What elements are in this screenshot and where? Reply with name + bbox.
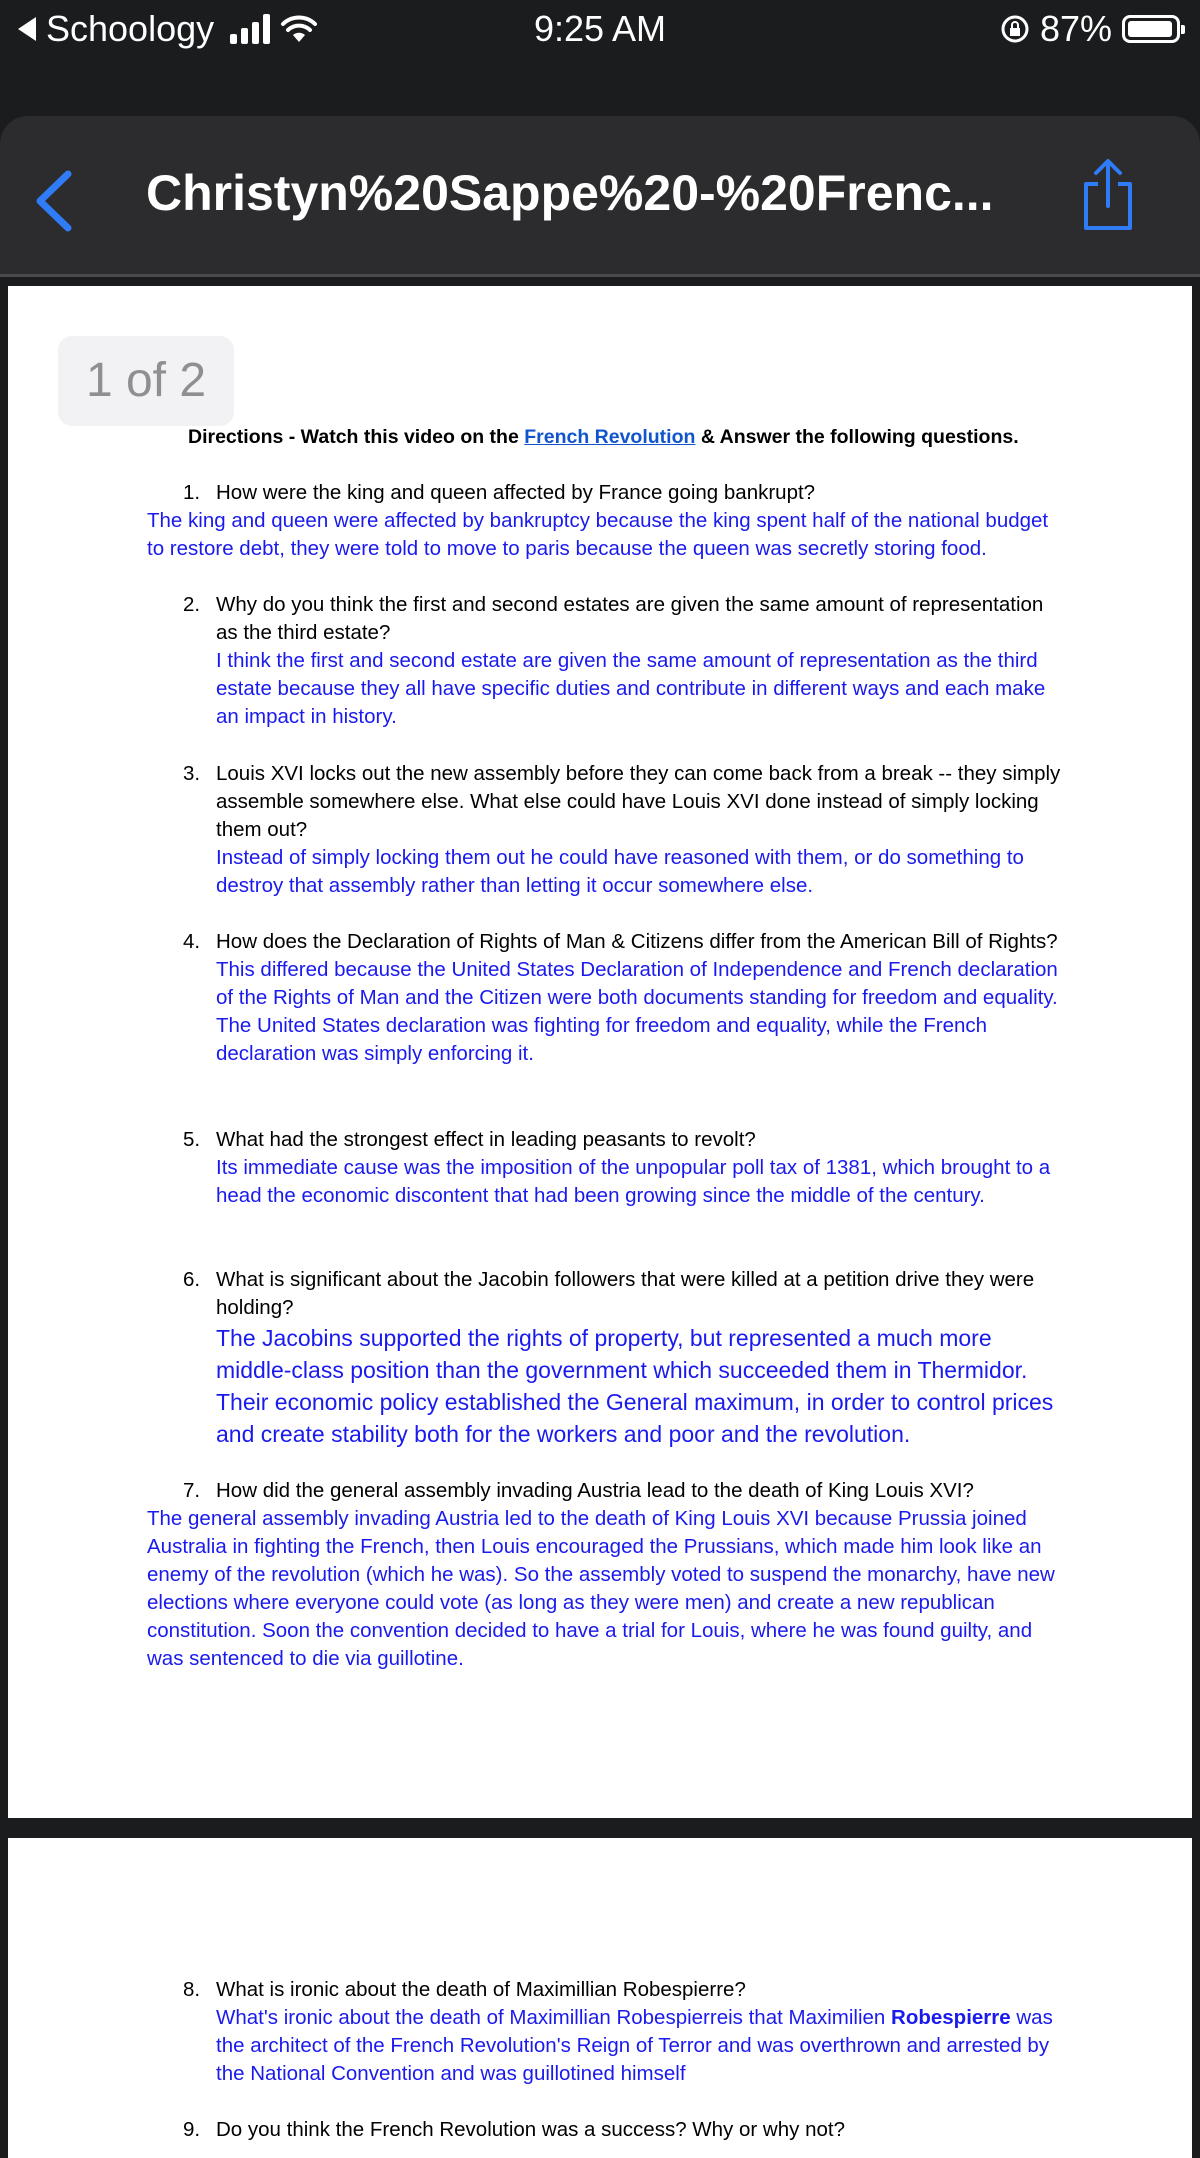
question-text: What had the strongest effect in leading peasants to revolt? [216,1128,756,1151]
question-5: 5. What had the strongest effect in leading peasants to revolt? Its immediate cause was the imposition of the unpopular poll tax of 1381, which brought to a head the economic discontent that had been growing since the middle of the century. [183,1126,1063,1210]
question-text: What is significant about the Jacobin followers that were killed at a petition drive they were holding? [216,1268,1035,1319]
back-app-label: Schoology [46,8,215,49]
question-text: Why do you think the first and second estates are given the same amount of representation as the third estate? [216,593,1044,644]
answer-2: I think the first and second estate are given the same amount of representation as the third estate because they all have specific duties and contribute in different ways and each make an impact in history. [216,649,1046,728]
answer-1: The king and queen were affected by bankruptcy because the king spent half of the national budget to restore debt, they were told to move to paris because the queen was secretly storing food. [147,509,1049,560]
document-title: Christyn%20Sappe%20-%20Frenc... [146,165,994,221]
question-9: 9. Do you think the French Revolution was a success? Why or why not? [183,2116,1063,2144]
question-text: How does the Declaration of Rights of Man & Citizens differ from the American Bill of Rights? [216,930,1058,953]
question-4: 4. How does the Declaration of Rights of Man & Citizens differ from the American Bill of Rights? This differed because the United States Declaration of Independence and French declaration of the Rights of Man and the Citizen were both documents standing for freedom and equality. The United States declaration was fighting for freedom and equality, while the French declaration was simply enforcing it. [183,928,1063,1068]
question-7: 7. How did the general assembly invading Austria lead to the death of King Louis XVI? [183,1477,1063,1505]
french-revolution-link[interactable]: French Revolution [524,426,696,448]
answer-3: Instead of simply locking them out he could have reasoned with them, or do something to destroy that assembly rather than letting it occur somewhere else. [216,846,1024,897]
status-bar [0,0,1200,60]
answer-7: The general assembly invading Austria led to the death of King Louis XVI because Prussia joined Australia in fighting the French, then Louis encouraged the Prussians, which made him look like an enemy of the revolution (which he was). So the assembly voted to suspend the monarchy, have new elections where everyone could vote (as long as they were men) and create a new republican constitution. Soon the convention decided to have a trial for Louis, where he was found guilty, and was sentenced to die via guillotine. [147,1507,1055,1670]
answer-4: This differed because the United States Declaration of Independence and French declaration of the Rights of Man and the Citizen were both documents standing for freedom and equality. The United States declaration was fighting for freedom and equality, while the French declaration was simply enforcing it. [216,958,1058,1065]
question-text: What is ironic about the death of Maximillian Robespierre? [216,1978,746,2001]
answer-5: Its immediate cause was the imposition of the unpopular poll tax of 1381, which brought to a head the economic discontent that had been growing since the middle of the century. [216,1156,1051,1207]
battery-percent: 87% [1039,8,1112,49]
question-text: How did the general assembly invading Austria lead to the death of King Louis XVI? [216,1479,974,1502]
question-6: 6. What is significant about the Jacobin followers that were killed at a petition drive they were holding? The Jacobins supported the rights of property, but represented a much more middle-class position than the government which succeeded them in Thermidor. Their economic policy established the General maximum, in order to control prices and create stability both for the workers and poor and the revolution. [183,1266,1063,1450]
share-icon[interactable] [1078,156,1138,236]
answer-6: The Jacobins supported the rights of property, but represented a much more middle-class position than the government which succeeded them in Thermidor. Their economic policy established the General maximum, in order to control prices and create stability both for the workers and poor and the revolution. [216,1325,1054,1447]
directions: Directions - Watch this video on the French Revolution & Answer the following questions. [188,426,1019,448]
question-text: Do you think the French Revolution was a success? Why or why not? [216,2118,845,2141]
document-page-2[interactable] [8,1838,1192,2158]
question-1: 1. How were the king and queen affected by France going bankrupt? [183,479,1063,507]
document-page-1[interactable] [8,286,1192,1818]
orientation-lock-icon [1000,14,1030,44]
header-divider [0,274,1200,277]
status-time: 9:25 AM [533,8,667,49]
chevron-left-icon[interactable] [30,166,80,236]
page-indicator: 1 of 2 [58,336,234,426]
answer-8: What's ironic about the death of Maximillian Robespierreis that Maximilien Robespierre was the architect of the French Revolution's Reign of Terror and was overthrown and arrested by the National Convention and was guillotined himself [216,2006,1053,2085]
question-text: Louis XVI locks out the new assembly before they can come back from a break -- they simply assemble somewhere else. What else could have Louis XVI done instead of simply locking them out? [216,762,1061,841]
question-3: 3. Louis XVI locks out the new assembly before they can come back from a break -- they simply assemble somewhere else. What else could have Louis XVI done instead of simply locking them out? Instead of simply locking them out he could have reasoned with them, or do something to destroy that assembly rather than letting it occur somewhere else. [183,760,1063,900]
question-text: How were the king and queen affected by France going bankrupt? [216,481,816,504]
battery-icon [1122,15,1180,43]
question-8: 8. What is ironic about the death of Maximillian Robespierre? What's ironic about the death of Maximillian Robespierreis that Maximilien Robespierre was the architect of the French Revolution's Reign of Terror and was overthrown and arrested by the National Convention and was guillotined himself [183,1976,1063,2088]
document-header [0,116,1200,276]
question-2: 2. Why do you think the first and second estates are given the same amount of representation as the third estate? I think the first and second estate are given the same amount of representation as the third estate because they all have specific duties and contribute in different ways and each make an impact in history. [183,591,1063,731]
